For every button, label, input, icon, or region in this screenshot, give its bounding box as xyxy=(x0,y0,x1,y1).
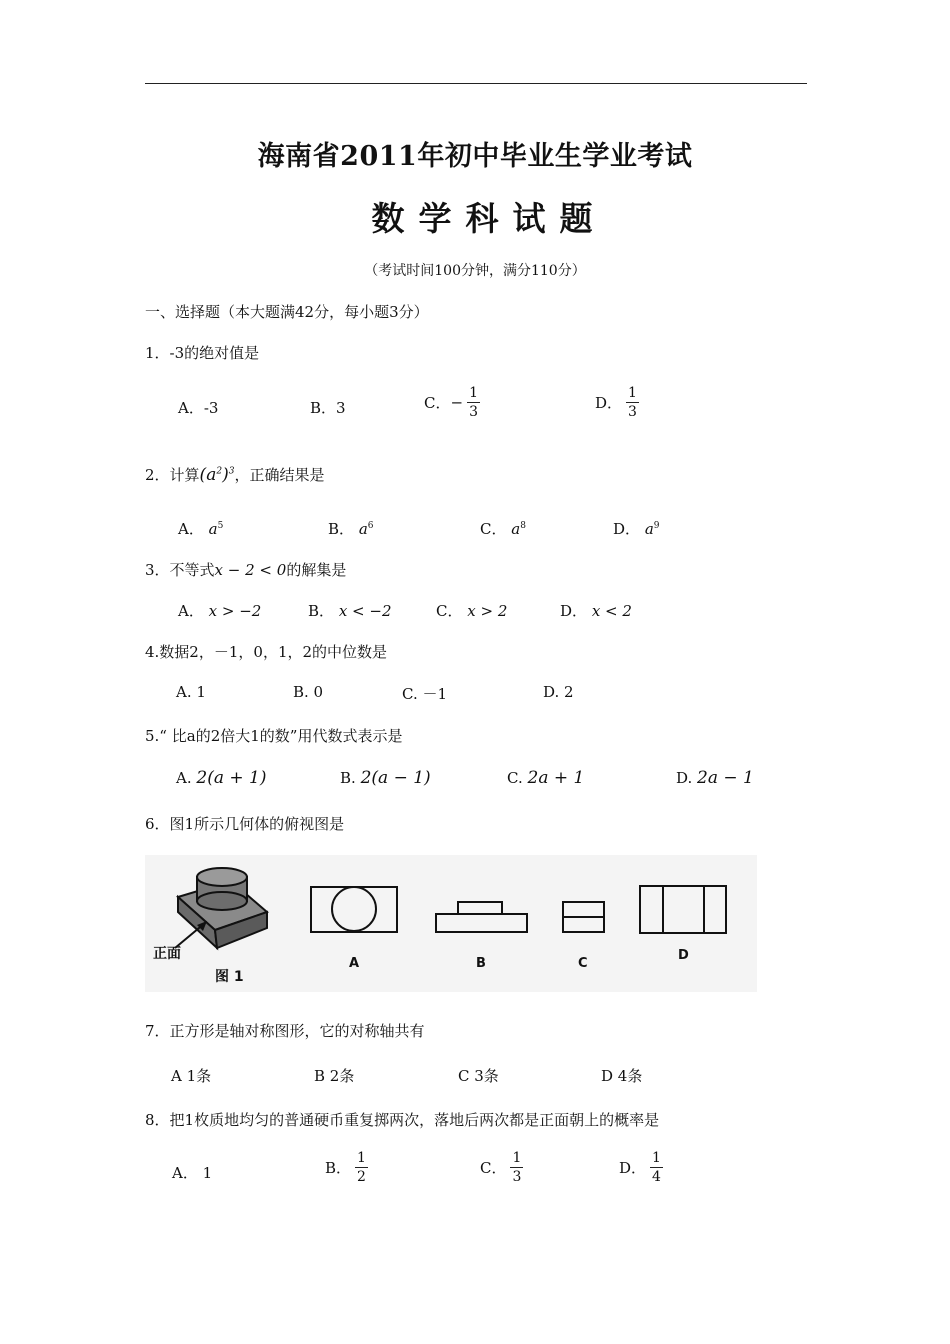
option-d-view xyxy=(640,886,726,933)
exam-title: 海南省2011年初中毕业生学业考试 xyxy=(257,141,693,172)
exam-subject-title: 数学科试题 xyxy=(371,199,607,238)
q2-option-b: B． $a^6$ xyxy=(328,520,374,538)
power-expression: $(a^2)^3$ xyxy=(199,465,235,485)
q5-option-d: D. 2a − 1 xyxy=(676,768,754,788)
figure-1-panel xyxy=(145,855,757,992)
option-a-view xyxy=(311,887,397,932)
solid-figure xyxy=(175,868,267,948)
option-d-label: D xyxy=(678,948,689,963)
question-2-stem: 2．计算$(a^2)^3$，正确结果是 xyxy=(145,465,325,485)
q1-option-d: D． $\frac{1}{3}$ xyxy=(595,385,637,420)
option-a-label: A xyxy=(349,956,360,971)
q2-option-c: C． $a^8$ xyxy=(480,520,526,538)
q7-option-a: A 1条 xyxy=(171,1067,212,1085)
option-b-view xyxy=(436,902,527,932)
top-rule xyxy=(145,83,807,84)
q3-option-d: D． x < 2 xyxy=(560,602,632,620)
q4-option-c: C. －1 xyxy=(402,685,448,703)
q3-option-a: A． x > −2 xyxy=(178,602,262,620)
q1-option-c: C．− $\frac{1}{3}$ xyxy=(424,385,478,420)
exam-note: （考试时间100分钟，满分110分） xyxy=(364,263,586,279)
q4-option-a: A. 1 xyxy=(176,683,206,701)
q2-option-a: A． $a^5$ xyxy=(178,520,224,538)
q3-option-b: B． x < −2 xyxy=(308,602,392,620)
fraction: $\frac{1}{3}$ xyxy=(469,385,478,420)
q5-option-a: A. 2(a + 1) xyxy=(176,768,267,788)
q8-option-c: C． $\frac{1}{3}$ xyxy=(480,1150,522,1185)
option-b-label: B xyxy=(476,956,486,971)
question-3-stem: 3．不等式x − 2 < 0的解集是 xyxy=(145,561,347,579)
question-4-stem: 4.数据2，－1，0，1，2的中位数是 xyxy=(145,643,388,661)
q4-option-d: D. 2 xyxy=(543,683,574,701)
figure-1-caption: 图 1 xyxy=(215,969,244,985)
figure-1-drawing xyxy=(145,855,757,992)
front-label: 正面 xyxy=(153,946,181,962)
q7-option-b: B 2条 xyxy=(314,1067,355,1085)
question-8-stem: 8．把1枚质地均匀的普通硬币重复掷两次，落地后两次都是正面朝上的概率是 xyxy=(145,1111,660,1129)
q3-option-c: C． x > 2 xyxy=(436,602,508,620)
option-c-label: C xyxy=(578,956,588,971)
fraction: $\frac{1}{4}$ xyxy=(652,1150,661,1185)
q2-option-d: D． $a^9$ xyxy=(613,520,660,538)
q8-option-a: A． 1 xyxy=(172,1164,213,1182)
option-c-view xyxy=(563,902,604,932)
q8-option-b: B． $\frac{1}{2}$ xyxy=(325,1150,366,1185)
section-heading: 一、选择题（本大题满42分，每小题3分） xyxy=(145,303,429,321)
q7-option-c: C 3条 xyxy=(458,1067,499,1085)
question-6-stem: 6．图1所示几何体的俯视图是 xyxy=(145,815,345,833)
q5-option-c: C. 2a + 1 xyxy=(507,768,585,788)
q1-option-a: A．-3 xyxy=(178,399,219,417)
q4-option-b: B. 0 xyxy=(293,683,324,701)
fraction: $\frac{1}{2}$ xyxy=(357,1150,366,1185)
q7-option-d: D 4条 xyxy=(601,1067,643,1085)
q5-option-b: B. 2(a − 1) xyxy=(340,768,431,788)
question-1-stem: 1．-3的绝对值是 xyxy=(145,344,260,362)
fraction: $\frac{1}{3}$ xyxy=(628,385,637,420)
q1-option-b: B．3 xyxy=(310,399,346,417)
question-7-stem: 7．正方形是轴对称图形，它的对称轴共有 xyxy=(145,1022,425,1040)
q8-option-d: D． $\frac{1}{4}$ xyxy=(619,1150,661,1185)
fraction: $\frac{1}{3}$ xyxy=(512,1150,522,1185)
question-5-stem: 5.“ 比a的2倍大1的数”用代数式表示是 xyxy=(145,727,403,745)
